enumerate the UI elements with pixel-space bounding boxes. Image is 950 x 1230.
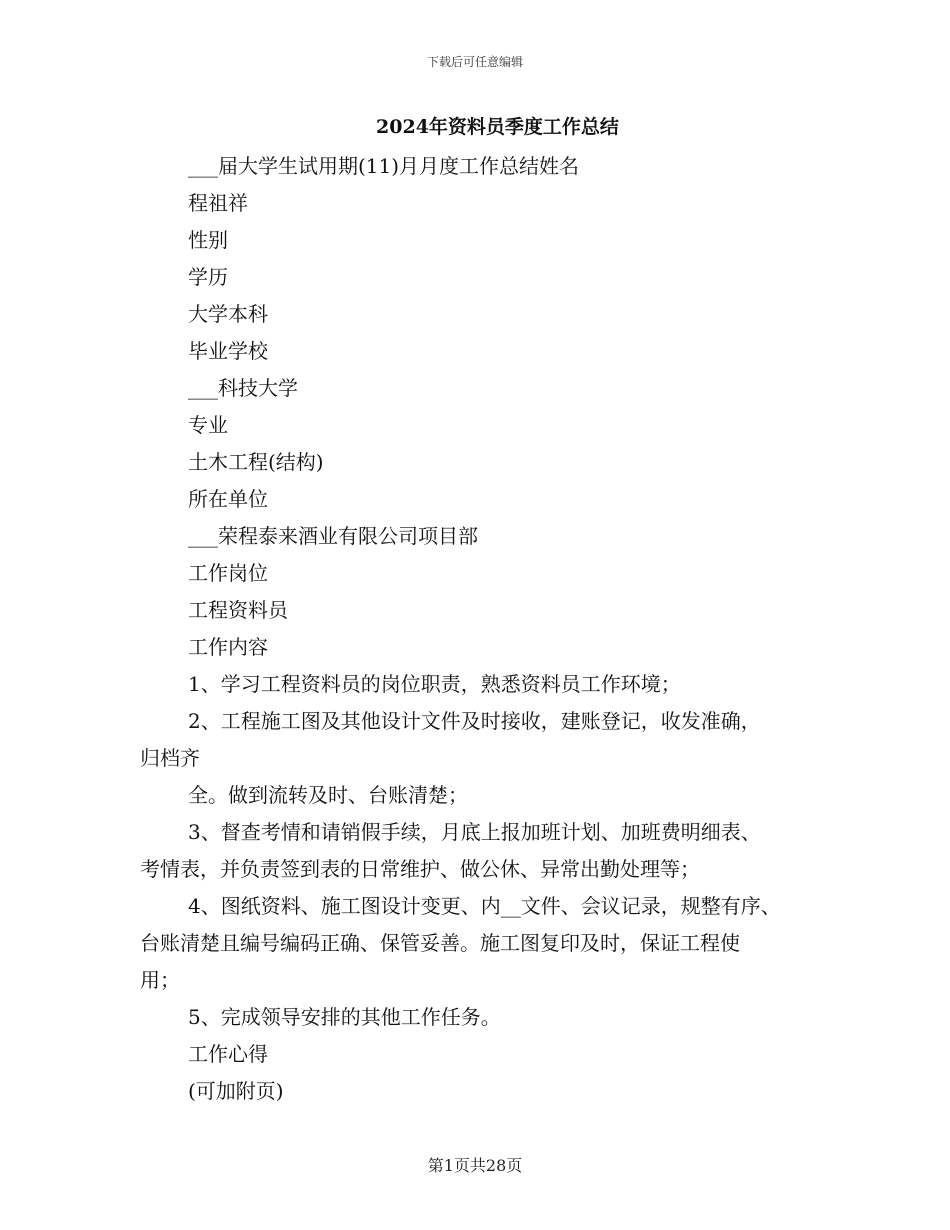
body-line: (可加附页)	[188, 1079, 284, 1103]
body-line: 2、工程施工图及其他设计文件及时接收，建账登记，收发准确，	[188, 709, 761, 733]
body-line: 学历	[188, 265, 228, 289]
document-body	[140, 148, 820, 1110]
body-line: 专业	[188, 413, 228, 437]
body-line: ___届大学生试用期(11)月月度工作总结姓名	[188, 154, 580, 178]
body-line: 性别	[188, 228, 228, 252]
body-line: 毕业学校	[188, 339, 268, 363]
body-line: 程祖祥	[188, 191, 248, 215]
body-line: 土木工程(结构)	[188, 450, 324, 474]
body-line: ___荣程泰来酒业有限公司项目部	[188, 524, 478, 548]
body-line: 归档齐	[140, 746, 200, 770]
header-note: 下载后可任意编辑	[426, 55, 523, 69]
body-line: 考情表，并负责签到表的日常维护、做公休、异常出勤处理等；	[140, 857, 700, 881]
body-line: 工作心得	[188, 1042, 268, 1066]
body-line: 1、学习工程资料员的岗位职责，熟悉资料员工作环境；	[188, 672, 681, 696]
body-line: ___科技大学	[188, 376, 298, 400]
body-line: 4、图纸资料、施工图设计变更、内__文件、会议记录，规整有序、	[188, 894, 781, 918]
document-title: 2024年资料员季度工作总结	[376, 116, 619, 138]
body-line: 台账清楚且编号编码正确、保管妥善。施工图复印及时，保证工程使	[140, 931, 740, 955]
page-footer: 第1页共28页	[427, 1156, 523, 1175]
body-line: 大学本科	[188, 302, 268, 326]
body-line: 工程资料员	[188, 598, 288, 622]
body-line: 3、督查考情和请销假手续，月底上报加班计划、加班费明细表、	[188, 820, 761, 844]
body-line: 用；	[140, 968, 180, 992]
body-line: 全。做到流转及时、台账清楚；	[188, 783, 468, 807]
body-line: 所在单位	[188, 487, 268, 511]
body-line: 5、完成领导安排的其他工作任务。	[188, 1005, 501, 1029]
body-line: 工作内容	[188, 635, 268, 659]
body-line: 工作岗位	[188, 561, 268, 585]
